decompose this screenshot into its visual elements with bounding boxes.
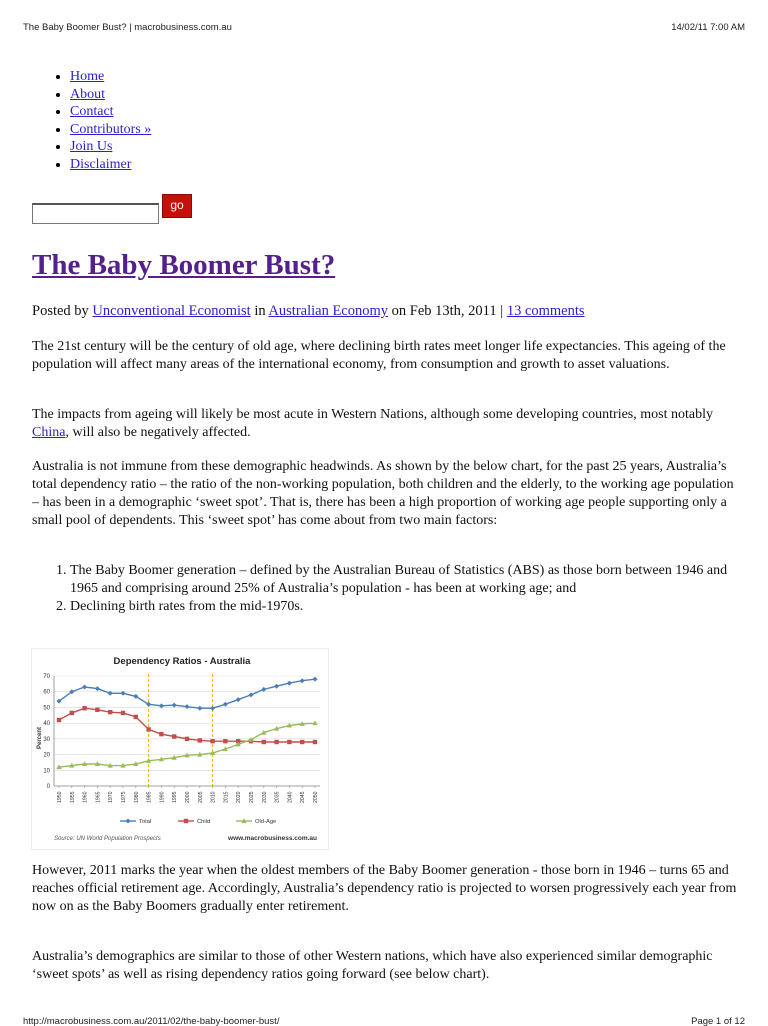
data-point-child xyxy=(185,737,189,741)
data-point-child xyxy=(70,711,74,715)
print-page-title: The Baby Boomer Bust? | macrobusiness.com.au xyxy=(23,22,232,33)
data-point-total xyxy=(82,685,87,690)
data-point-child xyxy=(300,740,304,744)
chart-svg xyxy=(32,649,328,849)
data-point-total xyxy=(223,702,228,707)
post-paragraph-3: Australia is not immune from these demographic headwinds. As shown by the below chart, for the past 25 years, Australia’s total dependency ratio – the ratio of the non-working population, both children and the elderly, to the working age population – has been in a demographic ‘sweet spot’. That is, there has been a high proportion of working age people supporting only a small pool of dependents. This ‘sweet spot’ has come about from two main factors: xyxy=(32,459,734,528)
data-point-total xyxy=(300,678,305,683)
paragraph-2-text-b: , will also be negatively affected. xyxy=(65,425,251,440)
x-tick-label: 1960 xyxy=(82,791,89,803)
nav-link-join-us[interactable]: Join Us xyxy=(70,139,113,155)
chart-title: Dependency Ratios - Australia xyxy=(113,656,251,667)
nav-link-contributors[interactable]: Contributors » xyxy=(70,121,152,137)
nav-item-contact xyxy=(70,103,151,121)
factors-list xyxy=(32,562,750,616)
data-point-child xyxy=(223,739,227,743)
data-point-total xyxy=(236,697,241,702)
post-paragraph-5: Australia’s demographics are similar to those of other Western nations, which have also experienced similar demographic ‘sweet spots’ as well as rising dependency ratios going forward (see below chart). xyxy=(32,949,713,982)
x-tick-label: 1985 xyxy=(146,791,153,803)
china-link[interactable]: China xyxy=(32,425,66,440)
chart-credit: www.macrobusiness.com.au xyxy=(228,835,317,842)
legend-label-old-age: Old-Age xyxy=(255,819,277,825)
nav-link-about[interactable]: About xyxy=(70,86,105,102)
x-tick-label: 2025 xyxy=(249,791,255,803)
legend-label-total: Total xyxy=(139,819,152,825)
x-tick-label: 2050 xyxy=(313,791,319,803)
data-point-child xyxy=(134,715,138,719)
x-tick-label: 2035 xyxy=(274,791,281,803)
factor-item: 1. The Baby Boomer generation – defined by the Australian Bureau of Statistics (ABS) as those born between 1946 and 1965 and comprising around 25% of Australia’s population - has been at working age; and xyxy=(70,562,750,598)
data-point-child xyxy=(287,740,291,744)
nav-item-disclaimer xyxy=(70,156,151,174)
series-line-total xyxy=(59,679,315,708)
data-point-child xyxy=(198,738,202,742)
data-point-child xyxy=(146,727,150,731)
y-tick-label: 0 xyxy=(46,784,50,790)
data-point-child xyxy=(274,740,278,744)
x-tick-label: 1950 xyxy=(57,791,63,803)
print-footer-page: Page 1 of 12 xyxy=(691,1016,745,1026)
nav-item-join-us xyxy=(70,138,151,156)
post-paragraph-2 xyxy=(32,406,744,442)
print-footer xyxy=(23,1016,745,1026)
data-point-total xyxy=(210,706,215,711)
data-point-child xyxy=(210,739,214,743)
print-header xyxy=(23,22,745,36)
y-tick-label: 50 xyxy=(43,705,50,712)
meta-in-text: in xyxy=(250,303,269,319)
data-point-total xyxy=(274,684,279,689)
comments-link[interactable]: 13 comments xyxy=(506,303,585,319)
post-title-link[interactable]: The Baby Boomer Bust? xyxy=(32,249,336,281)
data-point-total xyxy=(197,706,202,711)
x-tick-label: 1965 xyxy=(95,791,102,803)
print-footer-url: http://macrobusiness.com.au/2011/02/the-baby-boomer-bust/ xyxy=(23,1016,280,1026)
data-point-child xyxy=(108,710,112,714)
data-point-child xyxy=(57,718,61,722)
category-link[interactable]: Australian Economy xyxy=(268,303,389,319)
x-tick-label: 2020 xyxy=(236,791,243,803)
nav-link-home[interactable]: Home xyxy=(70,69,105,84)
chart-y-axis-label: Percent xyxy=(37,726,43,750)
data-point-total xyxy=(172,703,177,708)
x-tick-label: 1970 xyxy=(108,791,115,803)
x-tick-label: 1955 xyxy=(69,791,76,803)
x-tick-label: 2000 xyxy=(185,791,191,803)
post-paragraph-4: However, 2011 marks the year when the oldest members of the Baby Boomer generation - those born in 1946 – turns 65 and reaches official retirement age. Accordingly, Australia’s dependency ratio is projected to worsen progressively each year from now on as the Baby Boomers gradually enter retirement. xyxy=(32,863,737,914)
data-point-child xyxy=(172,734,176,738)
y-tick-label: 10 xyxy=(43,768,50,775)
data-point-total xyxy=(287,681,292,686)
x-tick-label: 2040 xyxy=(287,791,294,803)
search-input[interactable] xyxy=(32,203,159,224)
data-point-total xyxy=(95,686,100,691)
y-tick-label: 40 xyxy=(43,721,50,728)
y-tick-label: 30 xyxy=(43,736,50,743)
post-title xyxy=(32,246,335,284)
x-tick-label: 2010 xyxy=(210,791,217,803)
nav-item-home xyxy=(70,68,151,86)
x-tick-label: 1995 xyxy=(172,791,179,803)
meta-date: on Feb 13th, 2011 | xyxy=(388,303,507,319)
x-tick-label: 1975 xyxy=(121,791,127,803)
chart-source-note: Source: UN World Population Prospects xyxy=(54,836,161,842)
plot-layer xyxy=(43,674,320,825)
nav-item-contributors xyxy=(70,121,151,139)
y-tick-label: 70 xyxy=(43,674,50,680)
x-tick-label: 2030 xyxy=(261,791,268,803)
data-point-child xyxy=(262,740,266,744)
y-tick-label: 20 xyxy=(43,752,50,759)
post-meta xyxy=(32,303,585,320)
x-tick-label: 2015 xyxy=(223,791,230,803)
data-point-total xyxy=(261,687,266,692)
data-point-total xyxy=(249,692,254,697)
data-point-child xyxy=(313,740,317,744)
posted-by-prefix: Posted by xyxy=(32,303,93,319)
author-link[interactable]: Unconventional Economist xyxy=(92,303,251,319)
x-tick-label: 2045 xyxy=(300,791,307,803)
print-datetime: 14/02/11 7:00 AM xyxy=(671,22,745,33)
legend-label-child: Child xyxy=(197,819,211,825)
y-tick-label: 60 xyxy=(43,689,50,696)
legend-marker-child xyxy=(184,819,188,823)
nav-link-disclaimer[interactable]: Disclaimer xyxy=(70,156,132,172)
nav-item-about xyxy=(70,86,151,104)
data-point-total xyxy=(185,704,190,709)
dependency-ratio-chart xyxy=(31,648,329,850)
x-tick-label: 2005 xyxy=(197,791,204,803)
x-tick-label: 1990 xyxy=(159,791,166,803)
data-point-child xyxy=(95,708,99,712)
data-point-total xyxy=(313,677,318,682)
data-point-child xyxy=(82,706,86,710)
nav-link-contact[interactable]: Contact xyxy=(70,104,114,120)
post-paragraph-1: The 21st century will be the century of old age, where declining birth rates meet longer life expectancies. This ageing of the population will affect many areas of the international economy, from consumption and growth to asset valuations. xyxy=(32,339,726,372)
paragraph-2-text-a: The impacts from ageing will likely be most acute in Western Nations, although some developing countries, most notably xyxy=(32,407,713,422)
legend-marker-total xyxy=(126,819,131,824)
x-tick-label: 1980 xyxy=(133,791,140,803)
data-point-child xyxy=(121,711,125,715)
factor-item: 2. Declining birth rates from the mid-1970s. xyxy=(70,598,750,616)
search-go-button[interactable]: go xyxy=(162,194,192,218)
data-point-child xyxy=(159,732,163,736)
site-navigation xyxy=(32,68,151,174)
